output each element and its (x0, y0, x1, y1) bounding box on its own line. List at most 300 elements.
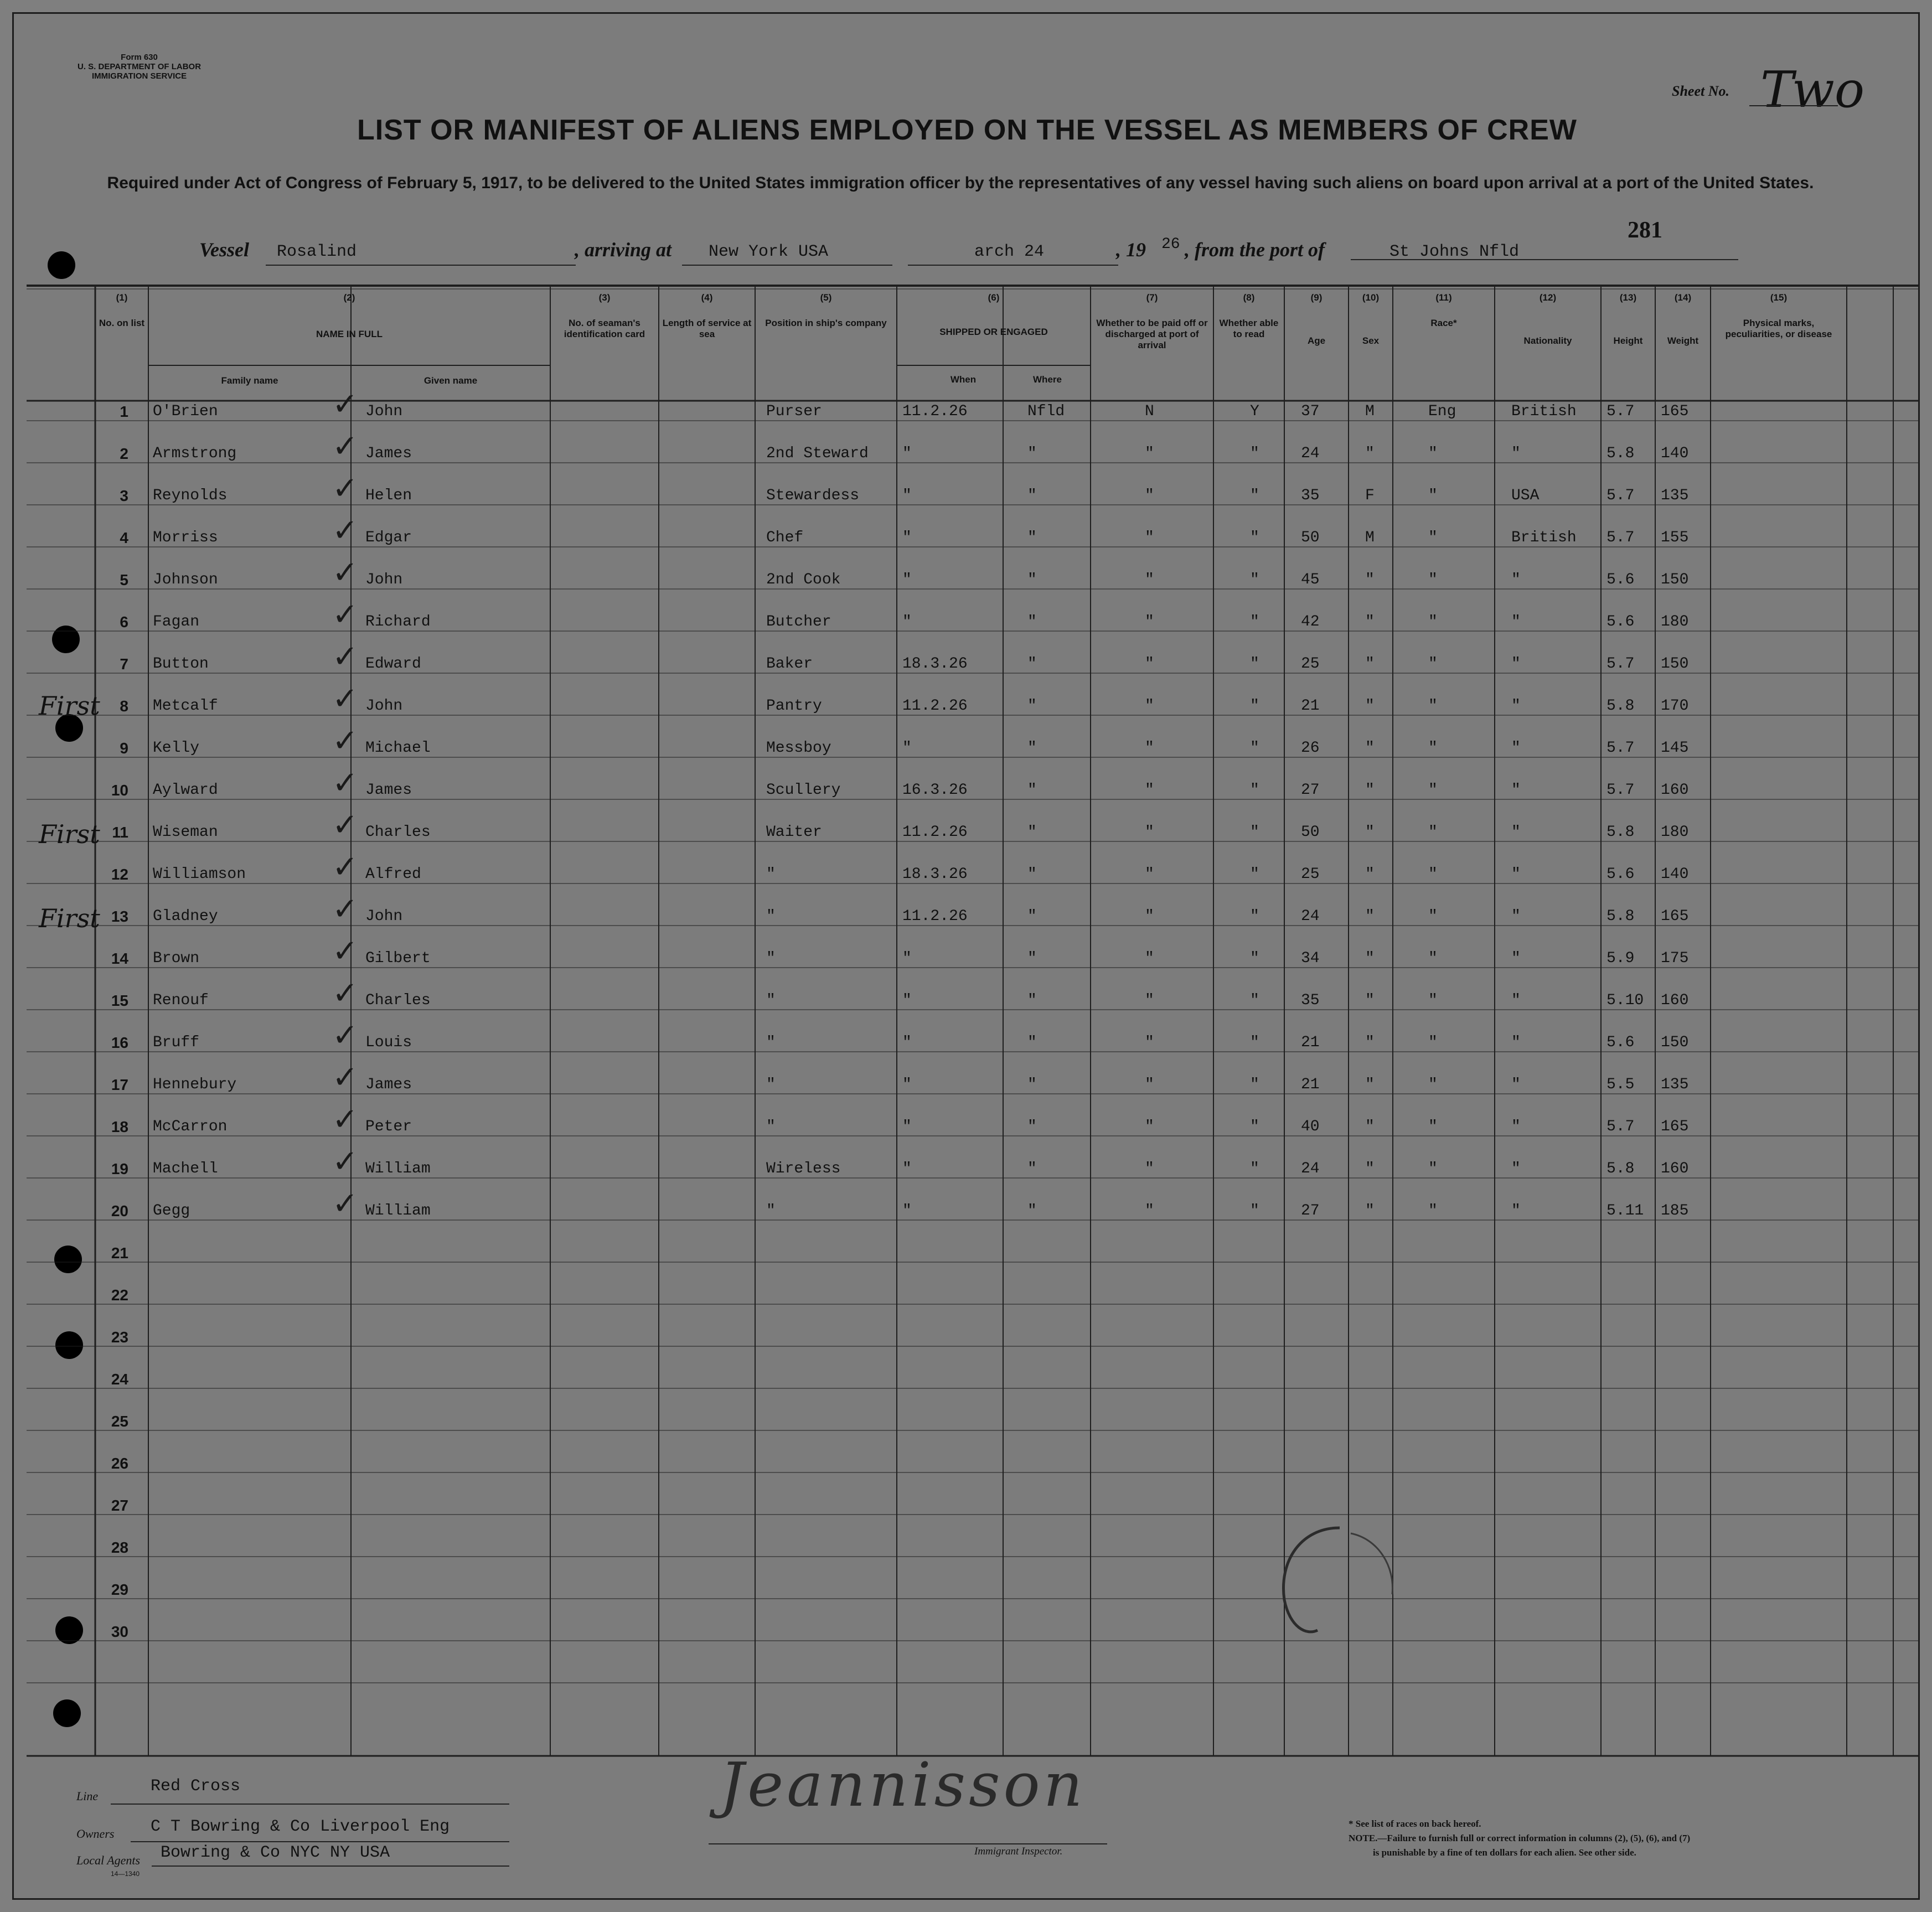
cell-nat: " (1511, 571, 1521, 588)
cell-family: Metcalf (153, 697, 218, 715)
cell-read: " (1250, 487, 1259, 504)
cell-weight: 160 (1661, 1160, 1689, 1177)
cell-race: " (1428, 992, 1438, 1009)
cell-height: 5.7 (1606, 740, 1635, 757)
from-port: St Johns Nfld (1389, 242, 1520, 261)
cell-given: Alfred (365, 866, 421, 883)
cell-position: Chef (766, 529, 804, 546)
cell-height: 5.7 (1606, 529, 1635, 546)
cell-when: 18.3.26 (902, 866, 968, 883)
stamp-mark (1268, 1517, 1406, 1650)
cell-family: Brown (153, 950, 200, 967)
cell-paid: " (1145, 1118, 1154, 1135)
cell-age: 21 (1301, 697, 1320, 715)
row-number: 1 (120, 403, 128, 420)
page-title: LIST OR MANIFEST OF ALIENS EMPLOYED ON THE VESSEL AS MEMBERS OF CREW (357, 114, 1577, 146)
cell-race: " (1428, 655, 1438, 673)
cell-race: " (1428, 1034, 1438, 1051)
cell-paid: " (1145, 445, 1154, 462)
cell-race: " (1428, 1202, 1438, 1219)
cell-given: James (365, 1076, 412, 1093)
cell-nat: USA (1511, 487, 1540, 504)
cell-when: " (902, 1202, 912, 1219)
line-value: Red Cross (151, 1777, 241, 1796)
row-number: 26 (111, 1455, 128, 1472)
agents-underline (152, 1866, 509, 1867)
check-mark-icon: ✓ (332, 471, 358, 507)
cell-when: " (902, 740, 912, 757)
column-number: (1) (116, 292, 128, 303)
check-mark-icon: ✓ (332, 723, 358, 759)
cell-paid: " (1145, 697, 1154, 715)
row-number: 17 (111, 1076, 128, 1093)
footnote-penalty-cont: is punishable by a fine of ten dollars for each alien. See other side. (1373, 1847, 1636, 1858)
check-mark-icon: ✓ (332, 1144, 358, 1180)
cell-when: " (902, 1160, 912, 1177)
column-number: (15) (1770, 292, 1788, 303)
cell-family: Renouf (153, 992, 209, 1009)
check-mark-icon: ✓ (332, 639, 358, 675)
cell-position: Scullery (766, 782, 841, 799)
cell-age: 45 (1301, 571, 1320, 588)
cell-family: Kelly (153, 740, 200, 757)
cell-read: " (1250, 908, 1259, 925)
cell-weight: 165 (1661, 1118, 1689, 1135)
check-mark-icon: ✓ (332, 807, 358, 843)
cell-given: James (365, 782, 412, 799)
column-header: No. of seaman's identification card (564, 318, 645, 339)
cell-nat: " (1511, 950, 1521, 967)
column-number: (8) (1243, 292, 1255, 303)
cell-weight: 135 (1661, 1076, 1689, 1093)
cell-age: 35 (1301, 992, 1320, 1009)
cell-given: John (365, 403, 403, 420)
cell-position: " (766, 992, 776, 1009)
cell-where: " (1027, 866, 1037, 883)
cell-height: 5.8 (1606, 1160, 1635, 1177)
cell-position: " (766, 950, 776, 967)
cell-race: " (1428, 1118, 1438, 1135)
cell-when: 16.3.26 (902, 782, 968, 799)
cell-nat: " (1511, 655, 1521, 673)
cell-nat: British (1511, 403, 1577, 420)
margin-note: First (39, 819, 100, 849)
owners-underline (131, 1841, 509, 1842)
form-number: Form 630 (121, 53, 158, 62)
cell-read: " (1250, 866, 1259, 883)
cell-read: " (1250, 445, 1259, 462)
cell-read: " (1250, 1034, 1259, 1051)
cell-sex: " (1365, 1118, 1375, 1135)
cell-nat: " (1511, 740, 1521, 757)
check-mark-icon: ✓ (332, 428, 358, 464)
cell-given: John (365, 697, 403, 715)
cell-paid: " (1145, 1034, 1154, 1051)
cell-where: " (1027, 529, 1037, 546)
column-number: (3) (598, 292, 611, 303)
cell-sex: M (1365, 529, 1375, 546)
cell-age: 24 (1301, 1160, 1320, 1177)
cell-given: Edgar (365, 529, 412, 546)
cell-when: " (902, 950, 912, 967)
cell-paid: " (1145, 908, 1154, 925)
cell-when: " (902, 487, 912, 504)
cell-nat: " (1511, 1034, 1521, 1051)
column-number: (12) (1539, 292, 1557, 303)
check-mark-icon: ✓ (332, 1102, 358, 1138)
row-number: 23 (111, 1329, 128, 1346)
cell-position: 2nd Steward (766, 445, 869, 462)
cell-age: 37 (1301, 403, 1320, 420)
cell-height: 5.6 (1606, 1034, 1635, 1051)
cell-sex: " (1365, 950, 1375, 967)
signature-underline (709, 1843, 1107, 1844)
row-number: 15 (111, 992, 128, 1009)
cell-family: Reynolds (153, 487, 228, 504)
cell-race: " (1428, 740, 1438, 757)
cell-family: Armstrong (153, 445, 237, 462)
row-number: 16 (111, 1034, 128, 1051)
row-number: 20 (111, 1202, 128, 1219)
row-number: 27 (111, 1497, 128, 1514)
sheet-label: Sheet No. (1672, 83, 1729, 99)
row-number: 24 (111, 1371, 128, 1388)
cell-when: 11.2.26 (902, 697, 968, 715)
column-header: Age (1307, 335, 1326, 346)
cell-height: 5.9 (1606, 950, 1635, 967)
column-header: Length of service at sea (662, 318, 752, 339)
cell-where: " (1027, 824, 1037, 841)
cell-age: 21 (1301, 1076, 1320, 1093)
cell-read: " (1250, 571, 1259, 588)
check-mark-icon: ✓ (332, 933, 358, 969)
cell-nat: " (1511, 992, 1521, 1009)
cell-where: " (1027, 655, 1037, 673)
cell-read: " (1250, 697, 1259, 715)
cell-sex: " (1365, 1034, 1375, 1051)
column-header: NAME IN FULL (316, 329, 383, 339)
cell-sex: " (1365, 613, 1375, 631)
check-mark-icon: ✓ (332, 975, 358, 1011)
cell-position: Stewardess (766, 487, 860, 504)
cell-nat: " (1511, 782, 1521, 799)
cell-position: Purser (766, 403, 822, 420)
cell-race: " (1428, 697, 1438, 715)
cell-nat: " (1511, 866, 1521, 883)
cell-age: 35 (1301, 487, 1320, 504)
cell-age: 50 (1301, 529, 1320, 546)
cell-where: " (1027, 697, 1037, 715)
column-number: (7) (1146, 292, 1158, 303)
cell-race: " (1428, 571, 1438, 588)
column-header: Race* (1430, 318, 1457, 328)
cell-age: 50 (1301, 824, 1320, 841)
cell-when: " (902, 445, 912, 462)
row-number: 22 (111, 1286, 128, 1304)
cell-position: 2nd Cook (766, 571, 841, 588)
margin-note: First (39, 691, 100, 721)
cell-given: John (365, 571, 403, 588)
cell-height: 5.6 (1606, 571, 1635, 588)
cell-race: " (1428, 1160, 1438, 1177)
cell-paid: " (1145, 950, 1154, 967)
cell-height: 5.7 (1606, 403, 1635, 420)
column-number: (4) (701, 292, 713, 303)
subheader-given: Given name (423, 375, 478, 386)
cell-family: Gladney (153, 908, 218, 925)
cell-height: 5.8 (1606, 824, 1635, 841)
row-number: 3 (120, 487, 128, 504)
check-mark-icon: ✓ (332, 1186, 358, 1222)
check-mark-icon: ✓ (332, 849, 358, 885)
check-mark-icon: ✓ (332, 513, 358, 549)
cell-age: 42 (1301, 613, 1320, 631)
cell-height: 5.7 (1606, 655, 1635, 673)
cell-position: " (766, 1202, 776, 1219)
cell-nat: " (1511, 445, 1521, 462)
cell-family: Fagan (153, 613, 200, 631)
cell-weight: 145 (1661, 740, 1689, 757)
subheader-where: Where (1033, 374, 1062, 385)
cell-sex: " (1365, 1202, 1375, 1219)
row-number: 25 (111, 1413, 128, 1430)
cell-age: 26 (1301, 740, 1320, 757)
cell-weight: 140 (1661, 445, 1689, 462)
cell-weight: 180 (1661, 613, 1689, 631)
cell-read: " (1250, 740, 1259, 757)
cell-where: " (1027, 487, 1037, 504)
cell-weight: 150 (1661, 1034, 1689, 1051)
cell-nat: " (1511, 613, 1521, 631)
line-underline (111, 1804, 509, 1805)
sheet-number: Two (1760, 61, 1865, 119)
inspector-label: Immigrant Inspector. (974, 1846, 1063, 1857)
page-subtitle: Required under Act of Congress of February 5, 1917, to be delivered to the United States immigration officer by the representatives of any vessel having such aliens on board upon arrival at a port of the United States. (107, 174, 1814, 192)
cell-where: " (1027, 782, 1037, 799)
row-number: 10 (111, 782, 128, 799)
cell-height: 5.6 (1606, 613, 1635, 631)
row-number: 29 (111, 1581, 128, 1598)
agents-label: Local Agents (76, 1853, 141, 1867)
cell-where: " (1027, 1160, 1037, 1177)
cell-paid: " (1145, 740, 1154, 757)
inspector-signature: Jeannisson (720, 1749, 1086, 1820)
cell-where: Nfld (1027, 403, 1065, 420)
cell-read: " (1250, 1118, 1259, 1135)
row-number: 4 (120, 529, 128, 546)
cell-family: McCarron (153, 1118, 228, 1135)
row-number: 14 (111, 950, 128, 967)
cell-given: John (365, 908, 403, 925)
cell-where: " (1027, 445, 1037, 462)
column-header: Height (1613, 335, 1643, 346)
cell-height: 5.7 (1606, 1118, 1635, 1135)
cell-race: " (1428, 782, 1438, 799)
cell-paid: " (1145, 1076, 1154, 1093)
check-mark-icon: ✓ (332, 765, 358, 801)
cell-family: Gegg (153, 1202, 190, 1219)
cell-nat: " (1511, 1118, 1521, 1135)
cell-age: 27 (1301, 782, 1320, 799)
column-header: Physical marks, peculiarities, or disease (1725, 318, 1832, 339)
row-number: 2 (120, 445, 128, 462)
cell-age: 21 (1301, 1034, 1320, 1051)
check-mark-icon: ✓ (332, 681, 358, 717)
cell-family: Morriss (153, 529, 218, 546)
cell-height: 5.11 (1606, 1202, 1644, 1219)
cell-when: 11.2.26 (902, 824, 968, 841)
cell-paid: " (1145, 824, 1154, 841)
check-mark-icon: ✓ (332, 597, 358, 633)
cell-given: Peter (365, 1118, 412, 1135)
cell-sex: " (1365, 824, 1375, 841)
cell-nat: " (1511, 1202, 1521, 1219)
row-number: 5 (120, 571, 128, 588)
cell-nat: " (1511, 908, 1521, 925)
cell-position: " (766, 1118, 776, 1135)
cell-paid: " (1145, 529, 1154, 546)
cell-where: " (1027, 950, 1037, 967)
cell-height: 5.6 (1606, 866, 1635, 883)
cell-read: " (1250, 529, 1259, 546)
cell-when: " (902, 1076, 912, 1093)
cell-when: " (902, 613, 912, 631)
cell-age: 40 (1301, 1118, 1320, 1135)
cell-when: " (902, 992, 912, 1009)
cell-family: Hennebury (153, 1076, 237, 1093)
cell-when: " (902, 571, 912, 588)
row-number: 18 (111, 1118, 128, 1135)
cell-given: Richard (365, 613, 431, 631)
owners-label: Owners (76, 1827, 115, 1841)
cell-sex: " (1365, 1160, 1375, 1177)
cell-sex: " (1365, 655, 1375, 673)
cell-weight: 165 (1661, 403, 1689, 420)
cell-when: 18.3.26 (902, 655, 968, 673)
cell-race: " (1428, 487, 1438, 504)
serial-number: 281 (1628, 218, 1662, 243)
cell-paid: " (1145, 782, 1154, 799)
print-code: 14—1340 (111, 1870, 140, 1878)
cell-sex: " (1365, 1076, 1375, 1093)
cell-age: 24 (1301, 445, 1320, 462)
cell-read: " (1250, 824, 1259, 841)
row-number: 12 (111, 866, 128, 883)
cell-race: " (1428, 529, 1438, 546)
cell-height: 5.8 (1606, 697, 1635, 715)
cell-family: Bruff (153, 1034, 200, 1051)
cell-given: Edward (365, 655, 421, 673)
cell-sex: " (1365, 866, 1375, 883)
row-number: 30 (111, 1623, 128, 1640)
cell-weight: 135 (1661, 487, 1689, 504)
cell-position: Baker (766, 655, 813, 673)
cell-position: Wireless (766, 1160, 841, 1177)
cell-given: Charles (365, 824, 431, 841)
check-mark-icon: ✓ (332, 1060, 358, 1095)
cell-race: " (1428, 1076, 1438, 1093)
check-mark-icon: ✓ (332, 555, 358, 591)
column-number: (9) (1310, 292, 1323, 303)
agents-value: Bowring & Co NYC NY USA (161, 1843, 390, 1862)
cell-sex: " (1365, 697, 1375, 715)
cell-weight: 165 (1661, 908, 1689, 925)
check-mark-icon: ✓ (332, 891, 358, 927)
cell-position: " (766, 866, 776, 883)
column-number: (13) (1619, 292, 1637, 303)
cell-height: 5.8 (1606, 445, 1635, 462)
service: IMMIGRATION SERVICE (91, 71, 187, 81)
cell-where: " (1027, 992, 1037, 1009)
cell-family: Williamson (153, 866, 246, 883)
column-number: (11) (1435, 292, 1452, 303)
department: U. S. DEPARTMENT OF LABOR (78, 62, 202, 71)
cell-when: " (902, 1118, 912, 1135)
cell-nat: " (1511, 1160, 1521, 1177)
cell-weight: 180 (1661, 824, 1689, 841)
line-label: Line (76, 1789, 99, 1803)
cell-height: 5.8 (1606, 908, 1635, 925)
cell-weight: 150 (1661, 655, 1689, 673)
column-header: Whether to be paid off or discharged at port of arrival (1096, 318, 1208, 350)
cell-given: William (365, 1160, 431, 1177)
cell-family: O'Brien (153, 403, 218, 420)
row-number: 28 (111, 1539, 128, 1556)
vessel-name: Rosalind (277, 242, 357, 261)
column-header: Sex (1362, 335, 1380, 346)
row-number: 6 (120, 613, 128, 631)
cell-read: " (1250, 1076, 1259, 1093)
cell-weight: 185 (1661, 1202, 1689, 1219)
cell-weight: 140 (1661, 866, 1689, 883)
row-number: 11 (112, 824, 128, 841)
cell-paid: " (1145, 1202, 1154, 1219)
subheader-family: Family name (221, 375, 278, 386)
row-number: 9 (120, 740, 128, 757)
row-number: 13 (111, 908, 128, 925)
cell-when: " (902, 1034, 912, 1051)
cell-race: " (1428, 613, 1438, 631)
from-label: , from the port of (1185, 239, 1325, 261)
year-prefix: , 19 (1116, 239, 1146, 261)
cell-nat: " (1511, 1076, 1521, 1093)
cell-age: 24 (1301, 908, 1320, 925)
cell-race: Eng (1428, 403, 1456, 420)
cell-where: " (1027, 1202, 1037, 1219)
cell-where: " (1027, 908, 1037, 925)
cell-family: Wiseman (153, 824, 218, 841)
cell-sex: M (1365, 403, 1375, 420)
cell-paid: " (1145, 992, 1154, 1009)
cell-age: 25 (1301, 655, 1320, 673)
cell-where: " (1027, 613, 1037, 631)
column-number: (10) (1362, 292, 1380, 303)
column-header: Weight (1667, 335, 1699, 346)
cell-nat: British (1511, 529, 1577, 546)
cell-when: 11.2.26 (902, 908, 968, 925)
cell-given: Helen (365, 487, 412, 504)
cell-where: " (1027, 740, 1037, 757)
arrival-date: arch 24 (974, 242, 1045, 261)
cell-position: Messboy (766, 740, 831, 757)
cell-given: Louis (365, 1034, 412, 1051)
cell-family: Aylward (153, 782, 218, 799)
cell-read: " (1250, 1160, 1259, 1177)
cell-family: Johnson (153, 571, 218, 588)
cell-age: 34 (1301, 950, 1320, 967)
cell-family: Machell (153, 1160, 218, 1177)
cell-race: " (1428, 445, 1438, 462)
